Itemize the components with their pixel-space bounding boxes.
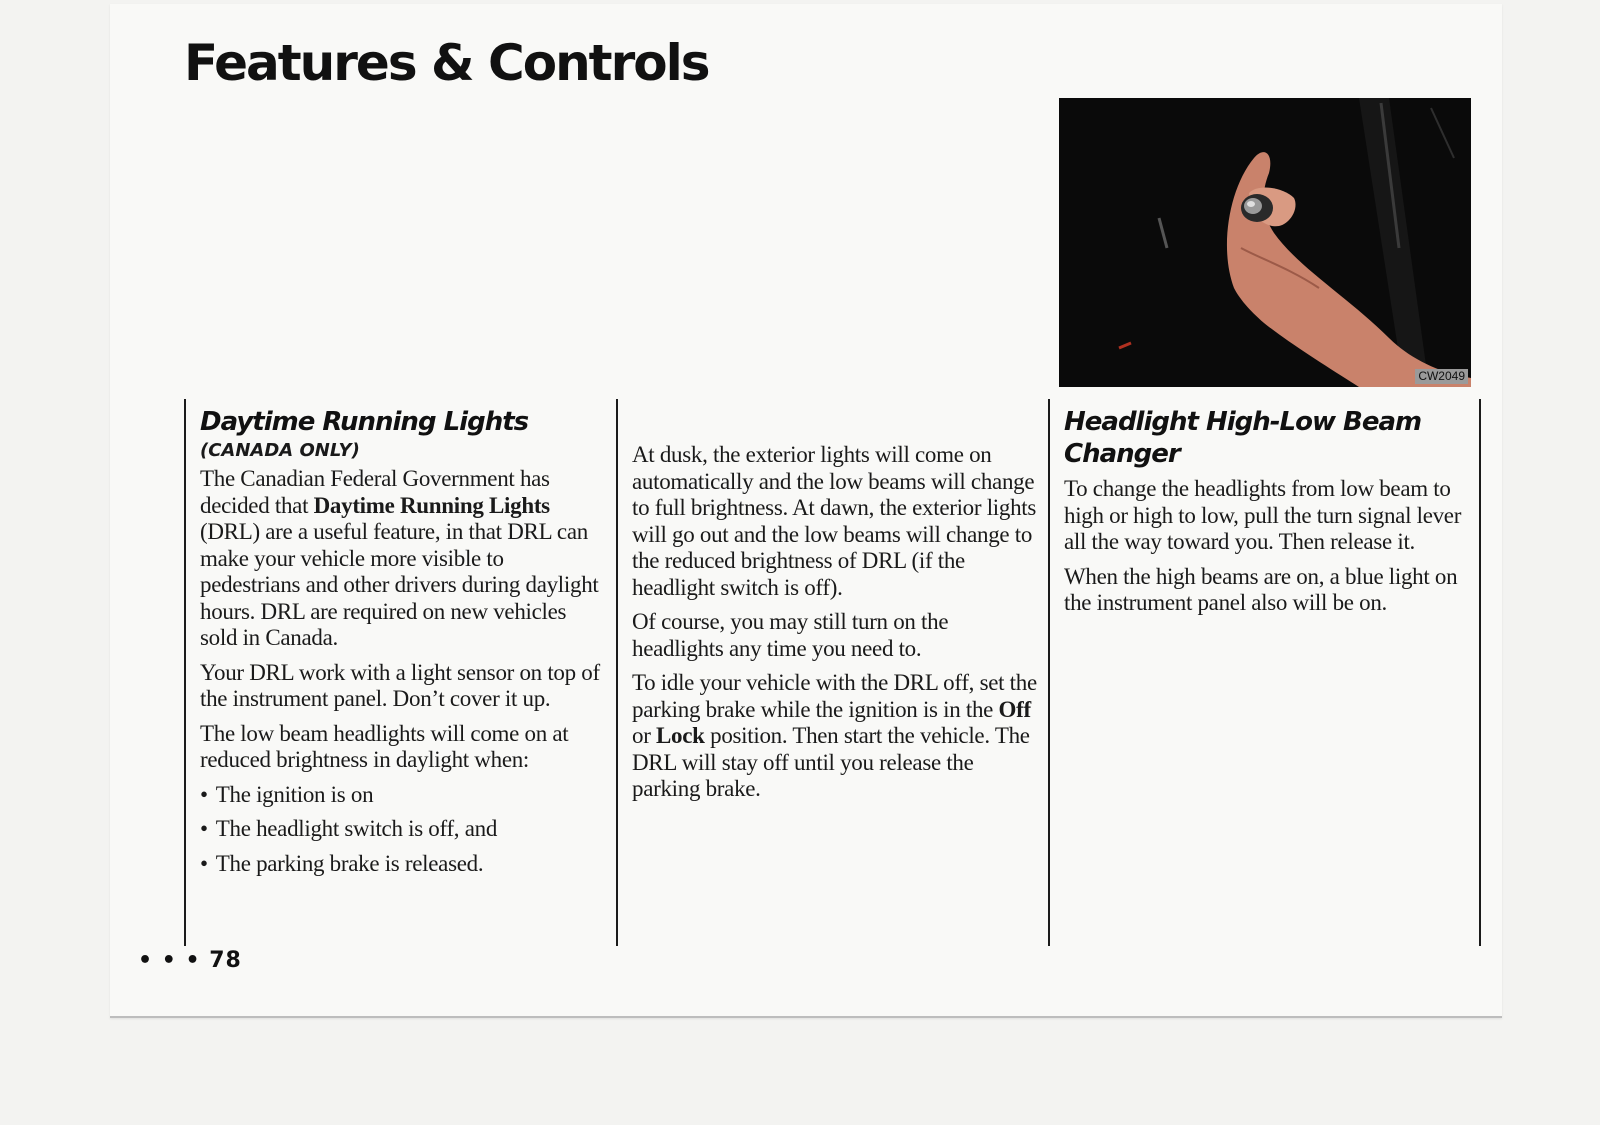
text-run: The Canadian Federal Government has decided that (200, 466, 550, 518)
paragraph: Your DRL work with a light sensor on top of the instrument panel. Don’t cover it up. (200, 659, 600, 711)
text-run: position. Then start the vehicle. The DRL will stay off until you release the parking brake. (632, 723, 1030, 801)
column-divider (616, 399, 618, 946)
figure-code-label: CW2049 (1415, 369, 1468, 384)
heading-line: Headlight High-Low Beam (1064, 407, 1422, 437)
section-heading: Daytime Running Lights (200, 407, 529, 437)
page-number-dots: • • • (138, 948, 201, 973)
section-heading (1064, 406, 1476, 470)
column-drl-continued (632, 442, 1042, 811)
list-item: • The ignition is on (200, 782, 600, 809)
column-high-low-beam-changer (1064, 406, 1476, 625)
column-daytime-running-lights (200, 406, 600, 885)
page-title: Features & Controls (184, 34, 709, 92)
text-run: (DRL) are a useful feature, in that DRL can make your vehicle more visible to pedestrians and other drivers during daylight hours. DRL are required on new vehicles sold in Canada. (200, 519, 599, 650)
bold-term: Lock (656, 723, 705, 748)
heading-line: Changer (1064, 439, 1180, 469)
list-item: • The headlight switch is off, and (200, 816, 600, 843)
section-subheading: (CANADA ONLY) (200, 440, 360, 461)
paragraph: When the high beams are on, a blue light on the instrument panel also will be on. (1064, 563, 1458, 615)
text-run: or (632, 723, 657, 748)
condition-list (200, 782, 600, 878)
paragraph: The low beam headlights will come on at reduced brightness in daylight when: (200, 720, 569, 772)
paragraph: To change the headlights from low beam to high or high to low, pull the turn signal lever all the way toward you. Then release it. (1064, 476, 1462, 554)
hand-pulling-lever-illustration (1059, 98, 1471, 387)
list-item: • The parking brake is released. (200, 851, 600, 878)
page-number (138, 948, 242, 973)
paragraph: At dusk, the exterior lights will come on automatically and the low beams will change to full brightness. At dawn, the exterior lights will go out and the low beams will change to the reduced brightness of DRL (if the headlight switch is off). (632, 442, 1037, 600)
turn-signal-lever-photo (1059, 98, 1471, 387)
column-divider (184, 399, 186, 946)
paragraph (200, 466, 600, 652)
column-divider (1479, 399, 1481, 946)
paragraph: Of course, you may still turn on the headlights any time you need to. (632, 609, 949, 661)
bold-term: Daytime Running Lights (313, 492, 550, 518)
text-run: To idle your vehicle with the DRL off, set the parking brake while the ignition is in the (632, 670, 1037, 722)
bold-term: Off (998, 696, 1031, 722)
paragraph (632, 670, 1042, 803)
column-divider (1048, 399, 1050, 946)
page-number-value: 78 (209, 948, 242, 973)
